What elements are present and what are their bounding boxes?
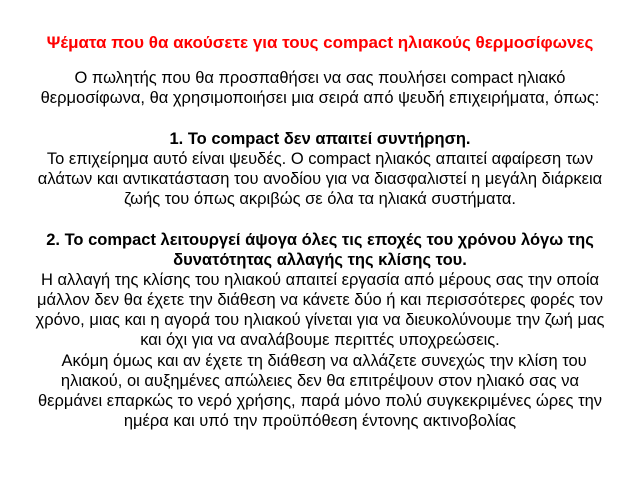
- point-2-line: Ακόμη όμως και αν έχετε τη διάθεση να αλλάζετε συνεχώς την κλίση του: [53, 351, 587, 370]
- point-2-line: ημέρα και υπό την προϋπόθεση έντονης ακτινοβολίας: [123, 412, 517, 431]
- point-2-line: ηλιακού, οι αυξημένες απώλειες δεν θα επιτρέψουν στον ηλιακό σας να: [60, 371, 580, 390]
- slide-title: Ψέματα που θα ακούσετε για τους compact ηλιακούς θερμοσίφωνες: [46, 33, 594, 52]
- point-2-line: Η αλλαγή της κλίσης του ηλιακού απαιτεί εργασία από μέρους σας την οποία: [40, 270, 600, 289]
- paragraph-gap: [0, 209, 640, 229]
- paragraph-gap: [0, 108, 640, 128]
- slide-body: [0, 68, 640, 431]
- point-1-line: αλάτων και αντικατάσταση του ανοδίου για να διασφαλιστεί η μεγάλη διάρκεια: [37, 169, 603, 188]
- point-2-line: μάλλον δεν θα έχετε την διάθεση να κάνετε δύο ή και περισσότερες φορές τον: [37, 291, 603, 310]
- point-2-line: θερμάνει επαρκώς το νερό χρήσης, παρά μόνο πολύ συγκεκριμένες ώρες την: [37, 392, 603, 410]
- point-1-line: ζωής του όπως ακριβώς σε όλα τα ηλιακά συστήματα.: [124, 190, 516, 209]
- intro-line: θερμοσίφωνα, θα χρησιμοποιήσει μια σειρά από ψευδή επιχειρήματα, όπως:: [40, 89, 600, 108]
- point-2-heading: 2. Το compact λειτουργεί άψογα όλες τις εποχές του χρόνου λόγω της: [46, 230, 594, 249]
- point-1-heading: 1. Το compact δεν απαιτεί συντήρηση.: [169, 129, 471, 148]
- point-2-line: χρόνο, μιας και η αγορά του ηλιακού γίνεται για να διευκολύνουμε την ζωή μας: [35, 311, 605, 330]
- intro-line: Ο πωλητής που θα προσπαθήσει να σας πουλήσει compact ηλιακό: [74, 69, 566, 87]
- point-2-heading: δυνατότητας αλλαγής της κλίσης του.: [173, 250, 467, 269]
- point-1-line: Το επιχείρημα αυτό είναι ψευδές. Ο compact ηλιακός απαιτεί αφαίρεση των: [46, 149, 594, 168]
- point-2-line: και όχι για να αναλάβουμε περιττές υποχρεώσεις.: [140, 331, 500, 350]
